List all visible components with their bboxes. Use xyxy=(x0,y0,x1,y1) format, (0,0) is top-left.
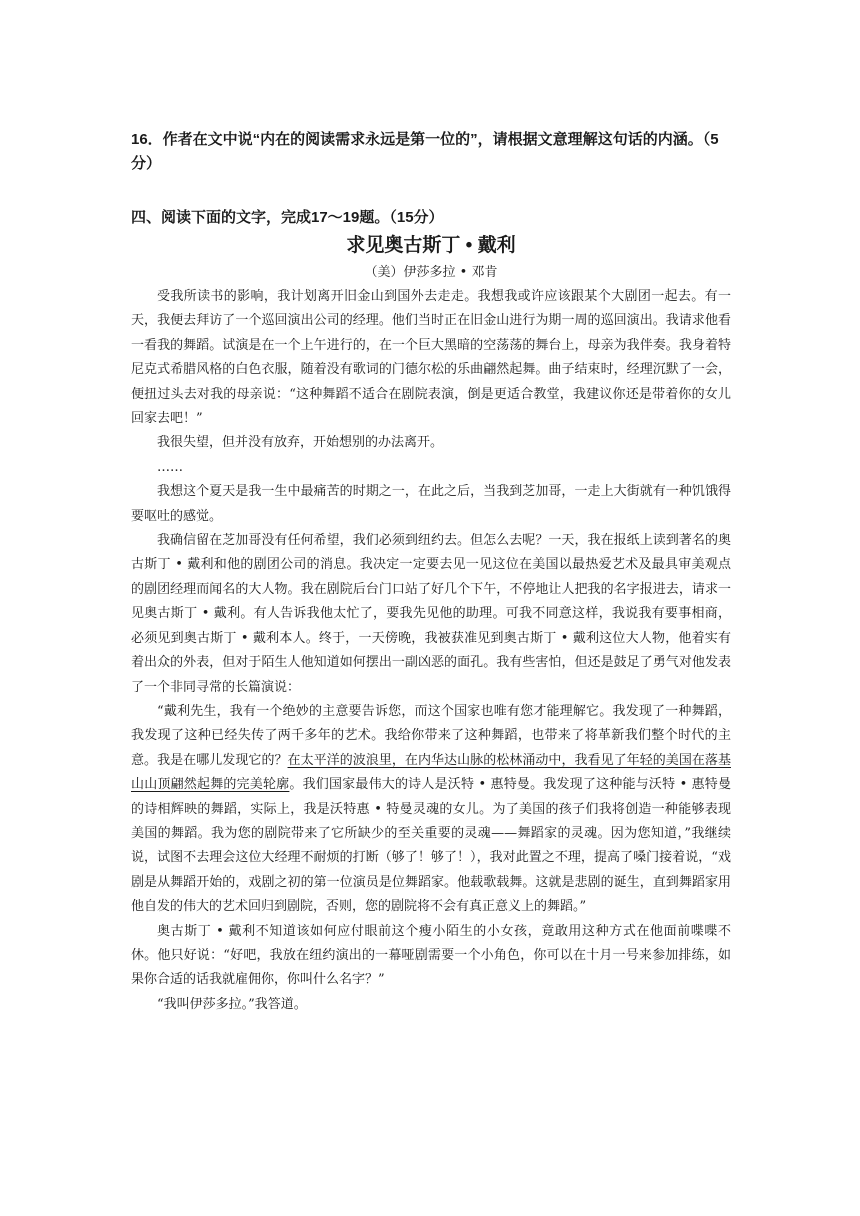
ellipsis: …… xyxy=(157,459,183,475)
paragraph-3: 我想这个夏天是我一生中最痛苦的时期之一，在此之后，当我到芝加哥，一走上大街就有一种饥饿得要呕吐的感觉。 xyxy=(131,484,731,524)
paragraph-7: “我叫伊莎多拉。”我答道。 xyxy=(157,996,307,1012)
paragraph-5-part-b: 。我们国家最伟大的诗人是沃特 • 惠特曼。我发现了这种能与沃特 • 惠特曼的诗相辉映的舞蹈，实际上，我是沃特惠 • 特曼灵魂的女儿。为了美国的孩子们我将创造一种能够表现美国的舞蹈。我为您的剧院带来了它所缺少的至关重要的灵魂——舞蹈家的灵魂。因为您知道，”我继续说，试图不去理会这位大经理不耐烦的打断（够了！够了！），我对此置之不理，提高了嗓门接着说，“戏剧是从舞蹈开始的，戏剧之初的第一位演员是位舞蹈家。他载歌载舞。这就是悲剧的诞生，直到舞蹈家用他自发的伟大的艺术回归到剧院，否则，您的剧院将不会有真正意义上的舞蹈。” xyxy=(131,777,731,915)
paragraph-5 xyxy=(131,700,731,920)
document-page xyxy=(131,128,731,1017)
paragraph-4: 我确信留在芝加哥没有任何希望，我们必须到纽约去。但怎么去呢？一天，我在报纸上读到著名的奥古斯丁 • 戴利和他的剧团公司的消息。我决定一定要去见一见这位在美国以最热爱艺术及最具审美观点的剧团经理而闻名的大人物。我在剧院后台门口站了好几个下午，不停地让人把我的名字报进去，请求一见奥古斯丁 • 戴利。有人告诉我他太忙了，要我先见他的助理。可我不同意这样，我说我有要事相商，必须见到奥古斯丁 • 戴利本人。终于，一天傍晚，我被获准见到奥古斯丁 • 戴利这位大人物，他着实有着出众的外表，但对于陌生人他知道如何摆出一副凶恶的面孔。我有些害怕，但还是鼓足了勇气对他发表了一个非同寻常的长篇演说： xyxy=(131,533,731,695)
paragraph-1: 受我所读书的影响，我计划离开旧金山到国外去走走。我想我或许应该跟某个大剧团一起去。有一天，我便去拜访了一个巡回演出公司的经理。他们当时正在旧金山进行为期一周的巡回演出。我请求他看一看我的舞蹈。试演是在一个上午进行的，在一个巨大黑暗的空荡荡的舞台上，母亲为我伴奏。我身着特尼克式希腊风格的白色衣服，随着没有歌词的门德尔松的乐曲翩然起舞。曲子结束时，经理沉默了一会，便扭过头去对我的母亲说：“这种舞蹈不适合在剧院表演，倒是更适合教堂，我建议你还是带着你的女儿回家去吧！” xyxy=(131,289,731,427)
section-4-heading: 四、阅读下面的文字，完成17～19题。（15分） xyxy=(131,209,444,226)
article-author: （美）伊莎多拉 • 邓肯 xyxy=(364,265,498,280)
paragraph-6: 奥古斯丁 • 戴利不知道该如何应付眼前这个瘦小陌生的小女孩，竟敢用这种方式在他面前喋喋不休。他只好说：“好吧，我放在纽约演出的一幕哑剧需要一个小角色，你可以在十月一号来参加排练，如果你合适的话我就雇佣你，你叫什么名字？” xyxy=(131,923,731,988)
paragraph-5-part-a: “戴利先生，我有一个绝妙的主意要告诉您，而这个国家也唯有您才能理解它。我发现了一种舞蹈，我发现了这种已经失传了两千多年的艺术。我给你带来了这种舞蹈，也带来了将革新我们整个时代的主意。我是在哪儿发现它的？ xyxy=(131,703,731,768)
question-16: 16．作者在文中说“内在的阅读需求永远是第一位的”，请根据文意理解这句话的内涵。（5分） xyxy=(131,131,719,172)
article-title: 求见奥古斯丁 • 戴利 xyxy=(346,235,516,256)
underlined-sentence: 在太平洋的波浪里，在内华达山脉的松林涌动中，我看见了年轻的美国在落基山山顶翩然起舞的完美轮廓 xyxy=(131,752,731,793)
paragraph-2: 我很失望，但并没有放弃，开始想别的办法离开。 xyxy=(157,435,444,451)
